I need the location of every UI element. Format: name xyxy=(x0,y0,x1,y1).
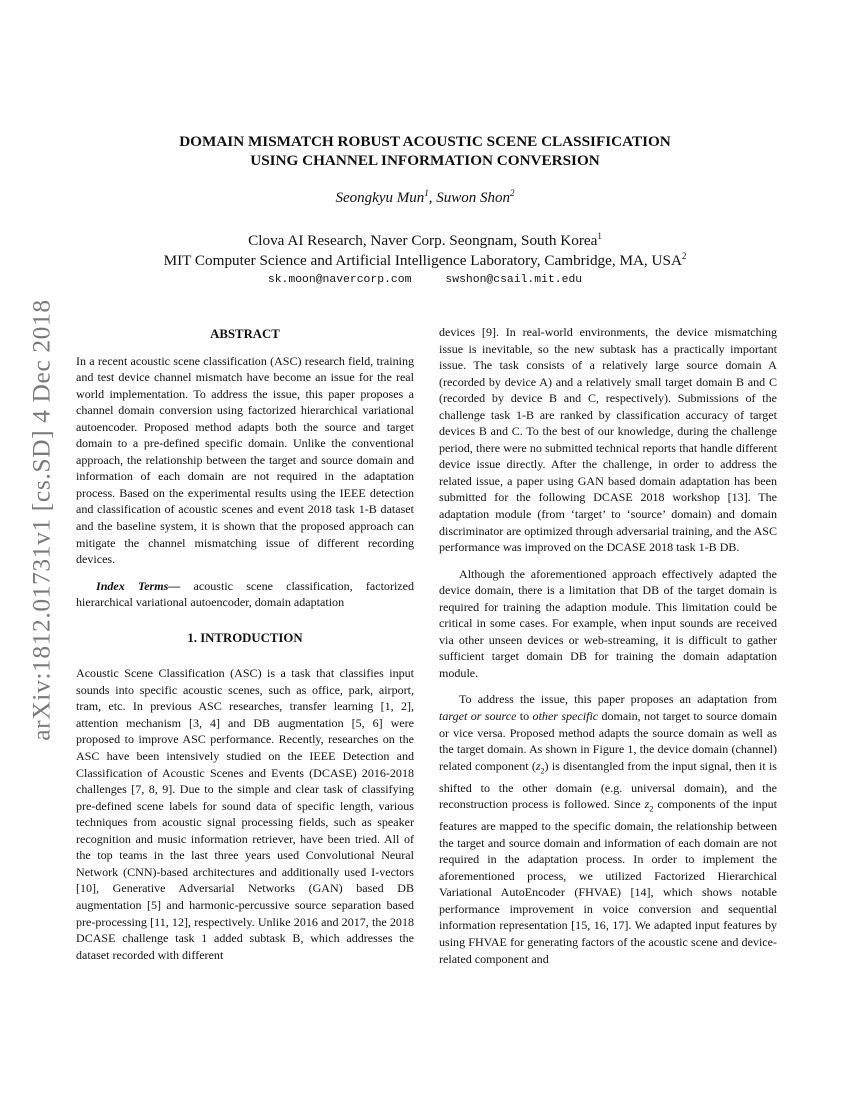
left-column xyxy=(76,322,414,963)
text-run: ) is disentangled from the input signal, then it is shifted to the other domain (e.g. universal domain), and the reconstruction process is followed. Since xyxy=(439,758,777,812)
affiliation-marker: 1 xyxy=(424,188,429,198)
affiliation-2 xyxy=(100,252,750,270)
text-run: to xyxy=(516,709,533,724)
author-separator: , xyxy=(428,190,437,206)
affiliation-marker: 2 xyxy=(681,250,687,261)
index-terms-label: Index Terms— xyxy=(96,578,181,593)
affiliation-marker: 1 xyxy=(597,230,602,241)
author-name: Seongkyu Mun xyxy=(335,190,425,206)
abstract-body: In a recent acoustic scene classification (ASC) research field, training and test device channel mismatch have become an issue for the real world implementation. To address the issue, this paper proposes a channel domain conversion using factorized hierarchical variational autoencoder. Proposed method adapts both the source and target domain to a pre-defined specific domain. Unlike the conventional approach, the relationship between the target and source domain and information of each domain are not required in the adaptation process. Based on the experimental results using the IEEE detection and classification of acoustic scenes and event 2018 task 1-B dataset and the baseline system, it is shown that the proposed approach can mitigate the channel mismatching issue of different recording devices. xyxy=(76,353,414,567)
math-subscript: 2 xyxy=(540,766,545,776)
introduction-paragraph xyxy=(439,691,777,967)
math-subscript: 2 xyxy=(649,804,654,814)
introduction-paragraph-continued: devices [9]. In real-world environments, the device mismatching issue is inevitable, so the new subtask has a practically important issue. The task consists of a relatively large source domain A (recorded by device A) and a relatively small target domain B and C (recorded by device B and C, respectively). Submissions of the challenge task 1-B are ranked by classification accuracy of target devices B and C. To the best of our knowledge, during the challenge period, there were no submitted technical reports that handle different device issue directly. After the challenge, in order to address the related issue, a paper using GAN based domain adaptation has been submitted for the following DCASE 2018 workshop [13]. The adaptation module (from ‘target’ to ‘source’ domain) and domain discriminator are optimized through adversarial training, and the ASC performance was improved on the DCASE 2018 task 1-B DB. xyxy=(439,325,777,555)
paper-title xyxy=(100,132,750,170)
right-column xyxy=(439,324,777,967)
abstract-heading: ABSTRACT xyxy=(210,327,280,341)
title-line-1: DOMAIN MISMATCH ROBUST ACOUSTIC SCENE CLASSIFICATION xyxy=(179,133,671,150)
author-name: Suwon Shon xyxy=(436,190,510,206)
author-list xyxy=(100,190,750,207)
author-emails xyxy=(100,274,750,286)
affiliation-text: MIT Computer Science and Artificial Intelligence Laboratory, Cambridge, MA, USA xyxy=(163,252,682,269)
affiliation-text: Clova AI Research, Naver Corp. Seongnam, South Korea xyxy=(248,232,598,249)
arxiv-identifier-sidebar xyxy=(22,299,62,741)
emphasis-text: target or source xyxy=(439,709,517,724)
affiliation-marker: 2 xyxy=(509,188,515,198)
index-terms-text: acoustic scene classification, factorized hierarchical variational autoencoder, domain adaptation xyxy=(76,578,415,610)
email-address[interactable]: swshon@csail.mit.edu xyxy=(445,274,583,286)
math-variable: z xyxy=(535,758,541,773)
affiliation-1 xyxy=(100,232,750,250)
emphasis-text: other specific xyxy=(532,709,599,724)
title-line-2: USING CHANNEL INFORMATION CONVERSION xyxy=(250,152,600,169)
introduction-paragraph: Acoustic Scene Classification (ASC) is a task that classifies input sounds into specific acoustic scenes, such as office, park, airport, tram, etc. In previous ASC researches, transfer learning [1, 2], attention mechanism [3, 4] and DB augmentation [5, 6] were proposed to improve ASC performance. Recently, researches on the ASC have been intensively studied on the IEEE Detection and Classification of Acoustic Scenes and Events (DCASE) 2016-2018 challenges [7, 8, 9]. Due to the simple and clear task of classifying pre-defined scene labels for sound data of specific length, various techniques from acoustic signal processing fields, such as speaker recognition and music information retriever, have been tried. All of the top teams in the last three years used Convolutional Neural Network (CNN)-based architectures and additionally used I-vectors [10], Generative Adversarial Networks (GAN) based DB augmentation [5] and harmonic-percussive source separation based pre-processing [11, 12], respectively. Unlike 2016 and 2017, the 2018 DCASE challenge task 1 added subtask B, which addresses the dataset recorded with different xyxy=(76,666,414,962)
index-terms xyxy=(76,578,414,611)
arxiv-identifier[interactable]: arXiv:1812.01731v1 [cs.SD] 4 Dec 2018 xyxy=(27,299,56,741)
introduction-heading: 1. INTRODUCTION xyxy=(187,630,303,645)
math-variable: z xyxy=(644,797,650,812)
introduction-paragraph: Although the aforementioned approach effectively adapted the device domain, there is a limitation that DB of the target domain is required for training the adaption module. This limitation could be critical in some cases. For example, when input sounds are received via other unseen devices or web-streaming, it is difficult to gather sufficient target domain DB for training the domain adaptation module. xyxy=(439,566,777,680)
text-run: domain, not target to source domain or vice versa. Proposed method adapts the source domain as well as the target domain. As shown in Figure 1, the device domain (channel) related component ( xyxy=(439,709,778,773)
text-run: components of the input features are mapped to the specific domain, the relationship between the target and source domain and information of each domain are not required in the adaptation process. In order to implement the aforementioned process, we utilized Factorized Hierarchical Variational AutoEncoder (FHVAE) [14], which shows notable performance improvement in voice conversion and sequential information representation [15, 16, 17]. We adapted input features by using FHVAE for generating factors of the acoustic scene and device-related component and xyxy=(439,797,778,966)
email-address[interactable]: sk.moon@navercorp.com xyxy=(267,274,412,286)
text-run: To address the issue, this paper proposes an adaptation from xyxy=(459,692,777,707)
